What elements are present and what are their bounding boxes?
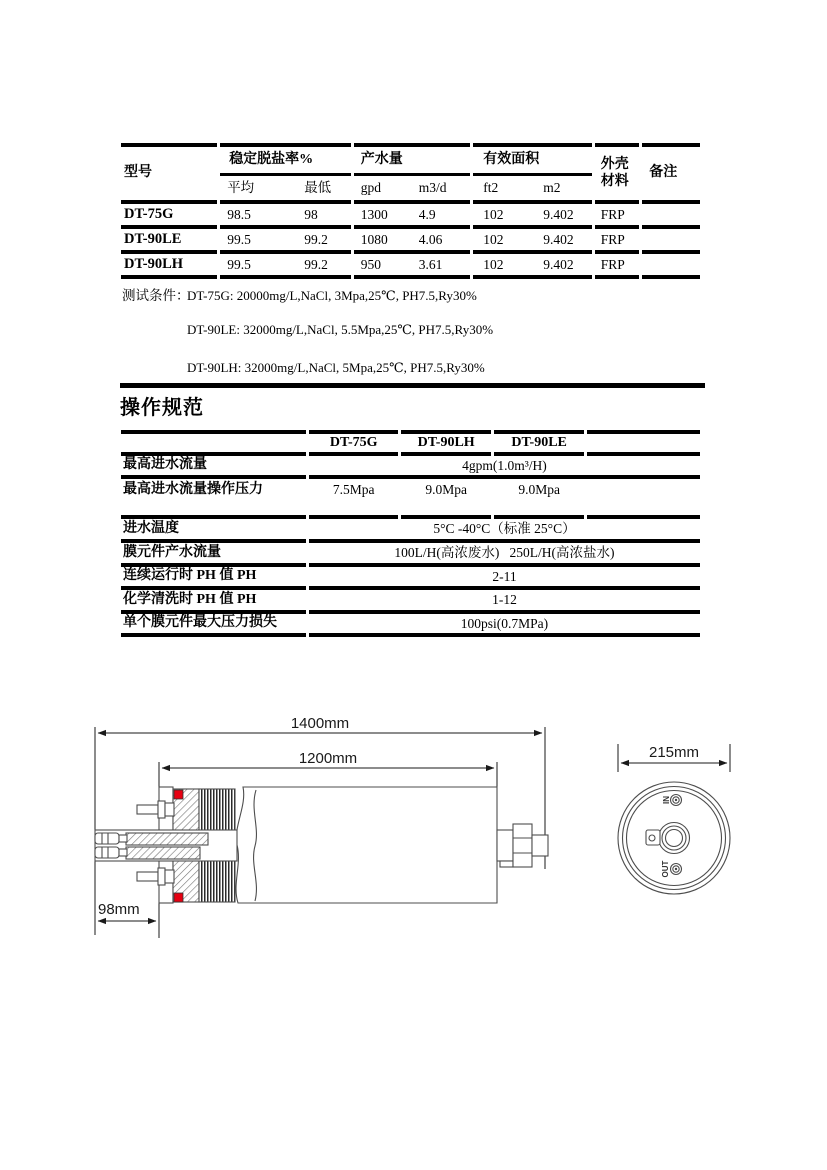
cell-min: 99.2: [304, 231, 328, 247]
cell-ft2: 102: [483, 256, 504, 272]
cell-shell: FRP: [595, 204, 640, 229]
cell-rejection: [220, 254, 351, 279]
subheader-ft2: ft2: [483, 180, 499, 196]
bolt-bottom: [137, 868, 174, 885]
op-row-label: 化学清洗时 PH 值 PH: [121, 590, 306, 614]
empty-cell: [587, 430, 700, 456]
table-row: [121, 567, 700, 590]
table-row: [121, 229, 700, 254]
cell-flow: [354, 229, 470, 254]
test-condition-line: [122, 284, 477, 304]
seal-marker: [174, 790, 183, 799]
op-row-value: 100L/H(高浓废水) 250L/H(高浓盐水): [309, 543, 700, 567]
operation-table: [118, 430, 703, 637]
op-row-value: 1-12: [309, 590, 700, 614]
center-tab: [646, 830, 660, 845]
cell-model: DT-90LE: [121, 229, 217, 254]
drawing-linework: [95, 715, 730, 938]
cell-m2: 9.402: [543, 231, 574, 247]
op-row-value: 7.5Mpa: [309, 479, 398, 519]
empty-cell: [121, 430, 306, 456]
cell-area: [473, 254, 591, 279]
table-row: [121, 254, 700, 279]
dimension-diameter: [618, 744, 730, 772]
op-col-model-1: DT-75G: [309, 430, 398, 456]
cell-ft2: 102: [483, 206, 504, 222]
cell-gpd: 950: [360, 256, 382, 272]
test-condition-line: [187, 322, 493, 338]
col-header-area: 有效面积: [473, 143, 591, 176]
table-row: [121, 456, 700, 479]
col-header-model: 型号: [121, 143, 217, 204]
cell-area: [473, 204, 591, 229]
shell-header-line1: 外壳: [600, 157, 629, 173]
cell-gpd: 1080: [360, 231, 388, 247]
table-row: [121, 204, 700, 229]
cell-rejection: [220, 229, 351, 254]
spec-table: [118, 143, 703, 279]
dim-element-label: 1200mm: [298, 750, 358, 767]
cell-ft2: 102: [483, 231, 504, 247]
subheader-gpd: gpd: [360, 180, 382, 196]
op-row-value: 5°C -40°C（标准 25°C）: [309, 519, 700, 543]
permeate-tube: [95, 830, 237, 861]
subheader-avg: 平均: [227, 180, 255, 196]
op-row-label: 膜元件产水流量: [121, 543, 306, 567]
op-row-label: 单个膜元件最大压力损失: [121, 614, 306, 637]
test-condition-line: [187, 360, 485, 376]
dimension-end: [98, 901, 156, 921]
col-header-flow: 产水量: [354, 143, 470, 176]
test-condition-label: 测试条件：: [122, 288, 190, 303]
spec-header-row-1: [121, 143, 700, 176]
cell-avg: 99.5: [227, 256, 251, 272]
membrane-leaves-bottom: [199, 859, 235, 902]
outlet-fitting: [497, 824, 548, 867]
outlet-label: OUT: [661, 860, 670, 878]
table-row: [121, 479, 700, 519]
vessel-body: [236, 787, 497, 903]
op-row-label: 进水温度: [121, 519, 306, 543]
op-row-value: 100psi(0.7MPa): [309, 614, 700, 637]
op-row-value: 2-11: [309, 567, 700, 590]
op-row-value: 9.0Mpa: [494, 479, 584, 519]
cell-model: DT-75G: [121, 204, 217, 229]
subheader-area: [473, 176, 591, 204]
membrane-leaves-top: [199, 789, 235, 832]
col-header-remark: 备注: [642, 143, 700, 204]
center-port-outer: [659, 823, 690, 854]
cell-rejection: [220, 204, 351, 229]
cell-shell: FRP: [595, 229, 640, 254]
cell-gpd: 1300: [360, 206, 388, 222]
cell-m3d: 3.61: [418, 256, 443, 272]
test-condition-text: DT-90LE: 32000mg/L,NaCl, 5.5Mpa,25℃, PH7.5,Ry30%: [187, 322, 494, 337]
cell-shell: FRP: [595, 254, 640, 279]
subheader-m2: m2: [543, 180, 561, 196]
test-condition-text: DT-90LH: 32000mg/L,NaCl, 5Mpa,25℃, PH7.5,Ry30%: [187, 360, 485, 375]
inlet-port: [662, 795, 682, 806]
end-view: [618, 744, 730, 894]
inlet-label: IN: [662, 796, 671, 804]
op-row-value: 9.0Mpa: [401, 479, 490, 519]
cell-remark: [642, 254, 700, 279]
cell-flow: [354, 204, 470, 229]
test-condition-text: DT-75G: 20000mg/L,NaCl, 3Mpa,25℃, PH7.5,Ry30%: [187, 288, 477, 303]
col-header-shell: [595, 143, 640, 204]
cell-m2: 9.402: [543, 256, 574, 272]
dim-diameter-label: 215mm: [648, 744, 700, 761]
cell-m3d: 4.06: [418, 231, 443, 247]
table-row: [121, 614, 700, 637]
cell-avg: 98.5: [227, 206, 251, 222]
cell-flow: [354, 254, 470, 279]
cell-m2: 9.402: [543, 206, 574, 222]
cell-model: DT-90LH: [121, 254, 217, 279]
cell-min: 98: [304, 206, 318, 222]
subheader-rejection: [220, 176, 351, 204]
section-title: 操作规范: [120, 397, 204, 419]
op-col-model-3: DT-90LE: [494, 430, 584, 456]
membrane-element-drawing: [85, 695, 827, 950]
table-row: [121, 590, 700, 614]
operation-header-row: [121, 430, 700, 456]
op-row-label: 连续运行时 PH 值 PH: [121, 567, 306, 590]
section-divider: [120, 383, 705, 388]
col-header-rejection: 稳定脱盐率%: [220, 143, 351, 176]
seal-marker: [174, 893, 183, 902]
cell-avg: 99.5: [227, 231, 251, 247]
subheader-min: 最低: [304, 180, 332, 196]
cell-area: [473, 229, 591, 254]
cell-min: 99.2: [304, 256, 328, 272]
dim-overall-label: 1400mm: [290, 715, 350, 732]
subheader-m3d: m3/d: [418, 180, 447, 196]
subheader-flow: [354, 176, 470, 204]
op-row-value: 4gpm(1.0m³/H): [309, 456, 700, 479]
cell-remark: [642, 204, 700, 229]
cell-remark: [642, 229, 700, 254]
dim-end-label: 98mm: [98, 901, 140, 918]
op-col-model-2: DT-90LH: [401, 430, 490, 456]
bolt-top: [137, 801, 174, 818]
empty-cell: [587, 479, 700, 519]
table-row: [121, 519, 700, 543]
op-row-label: 最高进水流量: [121, 456, 306, 479]
op-row-label: 最高进水流量操作压力: [121, 479, 306, 519]
shell-header-line2: 材料: [600, 173, 629, 189]
table-row: [121, 543, 700, 567]
cell-m3d: 4.9: [418, 206, 436, 222]
